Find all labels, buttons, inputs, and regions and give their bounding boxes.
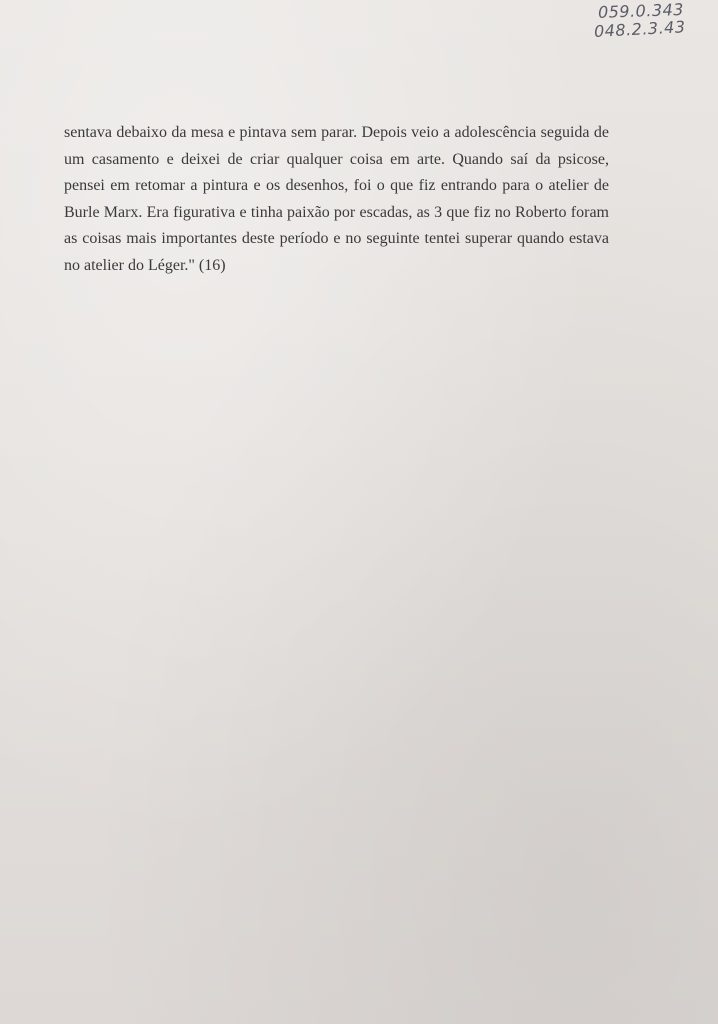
archive-code-1: 059.0.343 — [597, 0, 685, 22]
body-paragraph: sentava debaixo da mesa e pintava sem parar. Depois veio a adolescência seguida de um casamento e deixei de criar qualquer coisa em arte. Quando saí da psicose, pensei em retomar a pintura e os desenhos, foi o que fiz entrando para o atelier de Burle Marx. Era figurativa e tinha paixão por escadas, as 3 que fiz no Roberto foram as coisas mais importantes deste período e no seguinte tentei superar quando estava no atelier do Léger." (16) — [64, 124, 609, 274]
archive-code-2: 048.2.3.43 — [593, 17, 686, 41]
handwritten-archive-codes — [593, 0, 708, 41]
